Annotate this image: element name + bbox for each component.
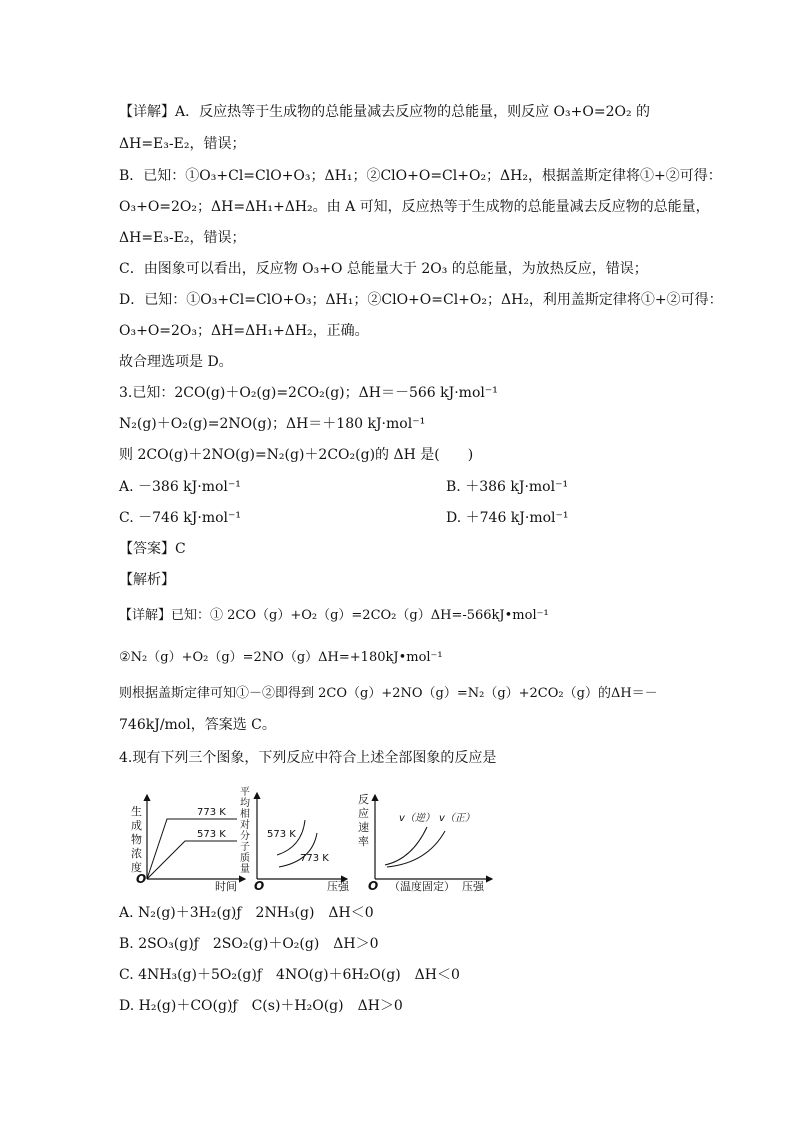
q2-conclusion: 故合理选项是 D。: [119, 354, 233, 370]
g2-ylabel-8: 量: [240, 864, 250, 875]
g3-ylabel-3: 速: [358, 821, 369, 834]
graph-molar-mass-vs-pressure: [240, 786, 350, 893]
g3-curve-reverse-rate: [385, 827, 427, 865]
g2-origin-label: O: [254, 879, 265, 893]
q4-option-a: A. N₂(g)＋3H₂(g)ƒ 2NH₃(g) ΔH＜0: [119, 905, 374, 921]
g1-label-773K: 773 K: [197, 807, 226, 818]
q3-option-d: D. ＋746 kJ·mol⁻¹: [446, 510, 569, 526]
q2-detail-line-6: C．由图象可以看出，反应物 O₃+O 总能量大于 2O₃ 的总能量，为放热反应，错误；: [119, 261, 648, 277]
q2-detail-line-3: B．已知：①O₃+Cl=ClO+O₃；ΔH₁；②ClO+O=Cl+O₂；ΔH₂，根据盖斯定律将①+②可得：: [119, 168, 722, 184]
g3-ylabel-2: 应: [358, 807, 369, 820]
q3-stem-line-3: 则 2CO(g)＋2NO(g)=N₂(g)＋2CO₂(g)的 ΔH 是( ): [119, 447, 474, 463]
g1-xlabel: 时间: [215, 880, 237, 893]
g1-ylabel-1: 生: [131, 805, 142, 818]
q3-detail-line-4: 746kJ/mol，答案选 C。: [119, 717, 276, 733]
g3-ylabel-4: 率: [358, 835, 369, 848]
g2-ylabel-5: 分: [240, 831, 250, 842]
g2-ylabel-3: 相: [240, 809, 250, 820]
q3-stem-line-1: 3.已知：2CO(g)＋O₂(g)=2CO₂(g)；ΔH＝－566 kJ·mol⁻¹: [119, 385, 498, 401]
g2-xlabel: 压强: [327, 880, 349, 893]
q3-detail-line-3: 则根据盖斯定律可知①－②即得到 2CO（g）+2NO（g）=N₂（g）+2CO₂（g）的ΔH＝－: [119, 686, 658, 701]
q4-option-d: D. H₂(g)＋CO(g)ƒ C(s)＋H₂O(g) ΔH＞0: [119, 998, 403, 1014]
q2-detail-line-1: 【详解】A．反应热等于生成物的总能量减去反应物的总能量，则反应 O₃+O=2O₂ 的: [119, 104, 651, 120]
g2-label-773K: 773 K: [300, 853, 329, 864]
q3-stem-line-2: N₂(g)＋O₂(g)=2NO(g)；ΔH＝＋180 kJ·mol⁻¹: [119, 416, 426, 432]
g2-ylabel-2: 均: [240, 798, 250, 809]
g3-label-forward: v（正）: [439, 813, 475, 824]
q4-stem: 4.现有下列三个图象，下列反应中符合上述全部图象的反应是: [119, 750, 497, 766]
q4-three-graphs-figure: [127, 785, 497, 895]
g3-xlabel: 压强: [462, 880, 484, 893]
g3-temperature-note: （温度固定）: [389, 880, 455, 893]
q3-answer: 【答案】C: [119, 541, 186, 557]
g2-ylabel-6: 子: [240, 842, 250, 853]
q3-detail-line-2: ②N₂（g）+O₂（g）=2NO（g）ΔH=+180kJ•mol⁻¹: [119, 650, 443, 665]
g1-ylabel-3: 物: [131, 833, 142, 846]
graph-rate-vs-pressure: [358, 793, 492, 893]
q3-analysis-heading: 【解析】: [119, 572, 175, 588]
g1-ylabel-5: 度: [131, 861, 142, 874]
g3-label-reverse: v（逆）: [399, 813, 435, 824]
g2-label-573K: 573 K: [267, 829, 296, 840]
g2-ylabel-1: 平: [240, 787, 250, 798]
g1-curve-573K: [147, 841, 237, 879]
q2-detail-line-8: O₃+O=2O₃；ΔH=ΔH₁+ΔH₂，正确。: [119, 323, 369, 339]
q2-detail-line-2: ΔH=E₃-E₂，错误；: [119, 136, 246, 152]
q3-detail-line-1: 【详解】已知：① 2CO（g）+O₂（g）=2CO₂（g）ΔH=-566kJ•mol⁻¹: [119, 608, 549, 623]
q2-detail-line-4: O₃+O=2O₂；ΔH=ΔH₁+ΔH₂。由 A 可知，反应热等于生成物的总能量减去反应物的总能量，: [119, 199, 710, 215]
q3-option-b: B. ＋386 kJ·mol⁻¹: [446, 479, 569, 495]
q2-detail-line-5: ΔH=E₃-E₂，错误；: [119, 230, 246, 246]
q4-option-c: C. 4NH₃(g)＋5O₂(g)ƒ 4NO(g)＋6H₂O(g) ΔH＜0: [119, 967, 460, 983]
q2-detail-line-7: D．已知：①O₃+Cl=ClO+O₃；ΔH₁；②ClO+O=Cl+O₂；ΔH₂，利用盖斯定律将①+②可得：: [119, 292, 723, 308]
g2-ylabel-4: 对: [240, 820, 250, 831]
g1-origin-label: O: [136, 872, 147, 886]
g1-curve-773K: [147, 819, 237, 879]
q4-option-b: B. 2SO₃(g)ƒ 2SO₂(g)＋O₂(g) ΔH＞0: [119, 936, 379, 952]
g1-ylabel-2: 成: [131, 819, 142, 832]
q3-option-c: C. －746 kJ·mol⁻¹: [119, 510, 242, 526]
g1-label-573K: 573 K: [197, 829, 226, 840]
g3-ylabel-1: 反: [358, 793, 369, 806]
q3-option-a: A. －386 kJ·mol⁻¹: [119, 479, 241, 495]
g3-origin-label: O: [368, 879, 379, 893]
graph-concentration-vs-time: [131, 795, 245, 893]
g2-ylabel-7: 质: [240, 853, 250, 864]
g1-ylabel-4: 浓: [131, 847, 142, 860]
